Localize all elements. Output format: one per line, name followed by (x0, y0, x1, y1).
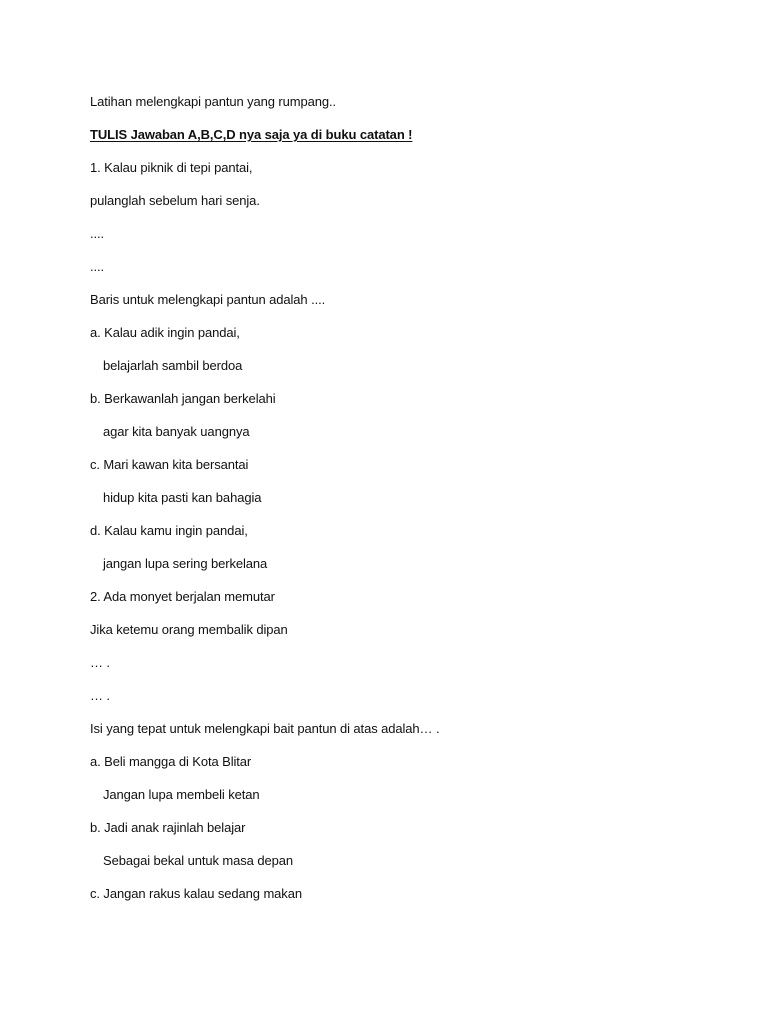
question-2-option-a-line-2: Jangan lupa membeli ketan (103, 787, 260, 802)
question-1-option-a-line-2: belajarlah sambil berdoa (103, 358, 243, 373)
question-2-option-b-line-1: b. Jadi anak rajinlah belajar (90, 820, 246, 835)
document-title: Latihan melengkapi pantun yang rumpang.. (90, 94, 337, 109)
question-1-option-a-line-1: a. Kalau adik ingin pandai, (90, 325, 240, 340)
question-2-blank-2: … . (90, 688, 110, 703)
question-2-blank-1: … . (90, 655, 110, 670)
question-1-option-b-line-2: agar kita banyak uangnya (103, 424, 250, 439)
question-1-option-c-line-2: hidup kita pasti kan bahagia (103, 490, 262, 505)
question-2-line-1: 2. Ada monyet berjalan memutar (90, 589, 275, 604)
question-2-option-a-line-1: a. Beli mangga di Kota Blitar (90, 754, 252, 769)
question-1-blank-1: .... (90, 226, 105, 241)
question-2-line-2: Jika ketemu orang membalik dipan (90, 622, 288, 637)
question-2-option-b-line-2: Sebagai bekal untuk masa depan (103, 853, 293, 868)
question-1-prompt: Baris untuk melengkapi pantun adalah .... (90, 292, 326, 307)
question-1-option-d-line-2: jangan lupa sering berkelana (103, 556, 268, 571)
instruction-text: TULIS Jawaban A,B,C,D nya saja ya di buku catatan ! (90, 127, 413, 142)
question-1-line-1: 1. Kalau piknik di tepi pantai, (90, 160, 253, 175)
question-1-option-b-line-1: b. Berkawanlah jangan berkelahi (90, 391, 276, 406)
question-2-option-c-line-1: c. Jangan rakus kalau sedang makan (90, 886, 302, 901)
question-2-prompt: Isi yang tepat untuk melengkapi bait pantun di atas adalah… . (90, 721, 440, 736)
question-1-option-d-line-1: d. Kalau kamu ingin pandai, (90, 523, 248, 538)
question-1-blank-2: .... (90, 259, 105, 274)
question-1-line-2: pulanglah sebelum hari senja. (90, 193, 260, 208)
question-1-option-c-line-1: c. Mari kawan kita bersantai (90, 457, 249, 472)
